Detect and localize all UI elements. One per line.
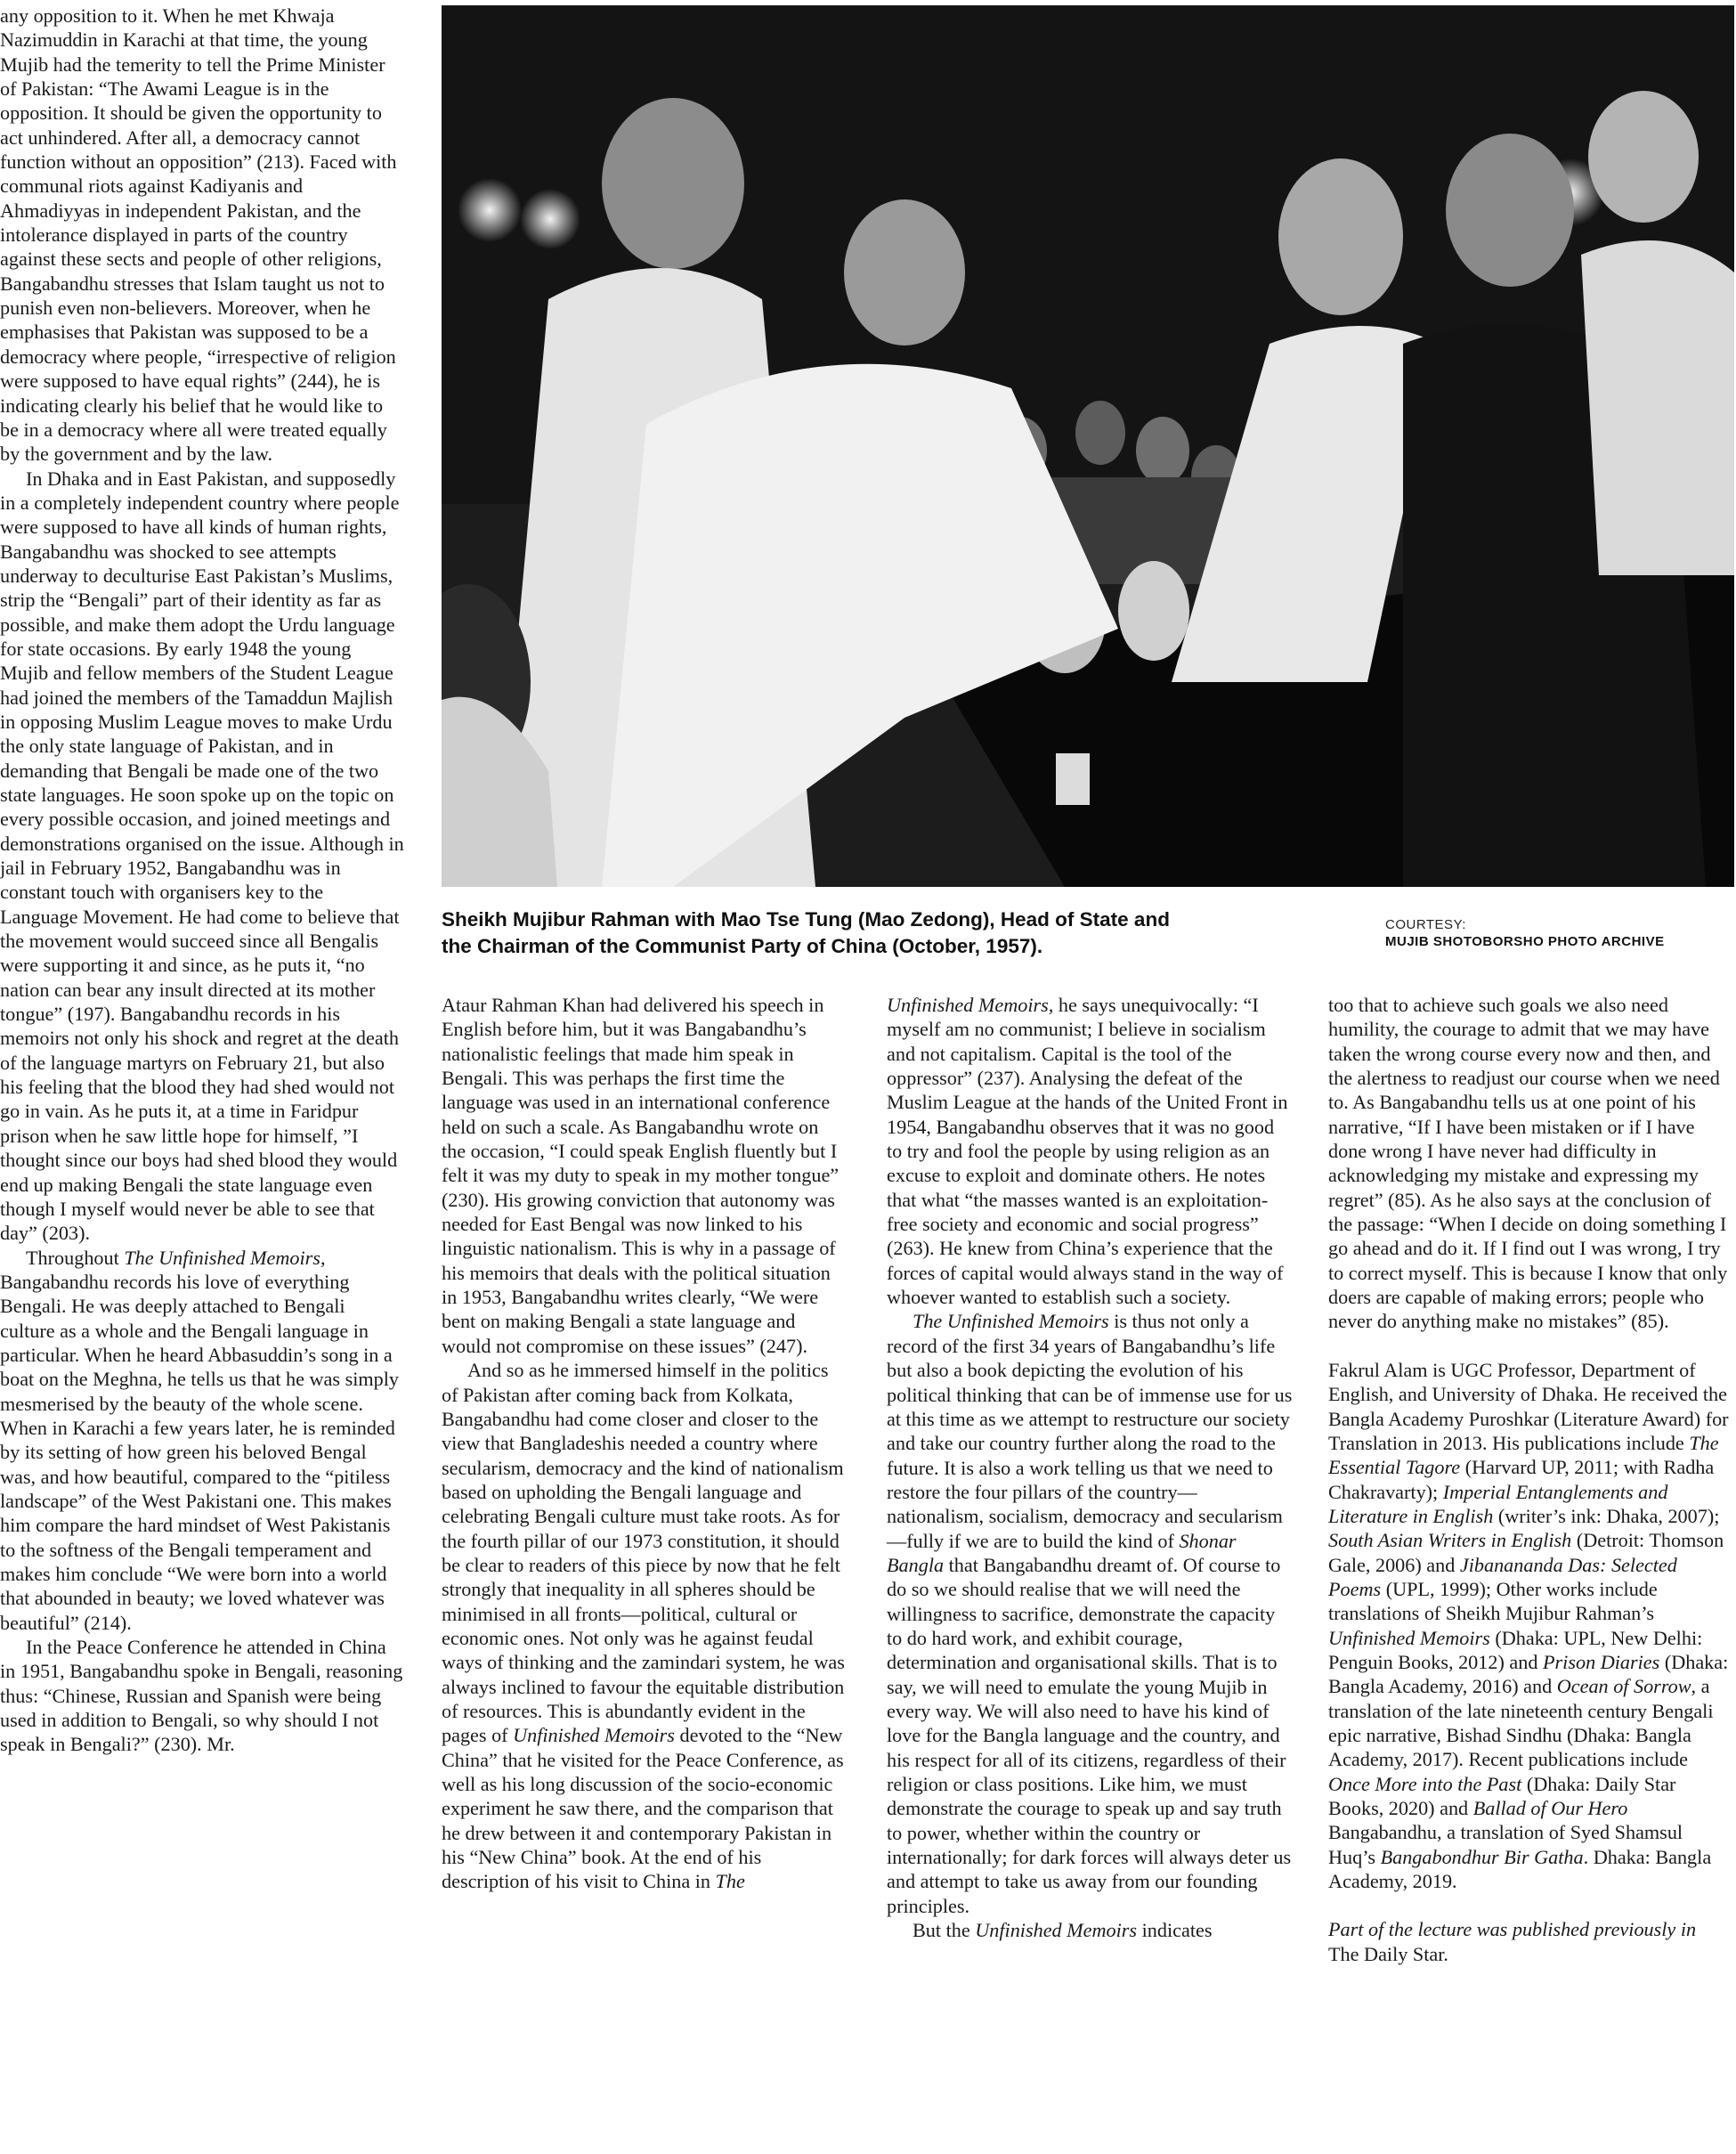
photo-illustration: [442, 5, 1734, 887]
col1-paragraph-1: any opposition to it. When he met Khwaja Nazimuddin in Karachi at that time, the young Mujib had the temerity to tell the Prime Minister of Pakistan: “The Awami League is in the opposition. It should be given the opportunity to act unhindered. After all, a democracy cannot function without an opposition” (213). Faced with communal riots against Kadiyanis and Ahmadiyyas in independent Pakistan, and the intolerance displayed in parts of the country against these sects and people of other religions, Bangabandhu stresses that Islam taught us not to punish even non-believers. Moreover, when he emphasises that Pakistan was supposed to be a democracy where people, “irrespective of religion were supposed to have equal rights” (244), he is indicating clearly his belief that he would like to be in a democracy where all were treated equally by the government and by the law.: [0, 4, 397, 466]
photo-credit: MUJIB SHOTOBORSHO PHOTO ARCHIVE: [1385, 934, 1665, 949]
book-title: The Unfinished Memoirs: [913, 1310, 1109, 1333]
article-column-3: [887, 993, 1293, 1942]
col4-paragraph-1: too that to achieve such goals we also need humility, the courage to admit that we may have taken the wrong course every now and then, and the alertness to readjust our course when we need to. As Bangabandhu tells us at one point of his narrative, “If I have been mistaken or if I have done wrong I have never had difficulty in acknowledging my mistake and expressing my regret” (85). As he also says at the conclusion of the passage: “When I decide on doing something I go ahead and do it. If I find out I was wrong, I try to correct myself. This is because I know that only doers are capable of making errors; people who never do anything make no mistakes” (85).: [1328, 994, 1728, 1333]
courtesy-label: COURTESY:: [1385, 917, 1466, 932]
book-title: The Unfinished Memoirs: [124, 1246, 320, 1269]
col1-paragraph-4: In the Peace Conference he attended in China in 1951, Bangabandhu spoke in Bengali, reasoning thus: “Chinese, Russian and Spanish were being used in addition to Bengali, so why should I not speak in Bengali?” (230). Mr.: [0, 1636, 403, 1756]
col2-paragraph-2: And so as he immersed himself in the politics of Pakistan after coming back from Kolkata, Bangabandhu had come closer and closer to the view that Bangladeshis needed a country where secularism, democracy and the kind of nationalism based on upholding the Bengali language and celebrating Bengali culture must take roots. As for the fourth pillar of our 1973 constitution, it should be clear to readers of this piece by now that he felt strongly that inequality in all spheres should be minimised in all fronts—political, cultural or economic ones. Not only was he against feudal ways of thinking and the zamindari system, he was always inclined to favour the equitable distribution of resources. This is abundantly evident in the pages of Unfinished Memoirs devoted to the “New China” that he visited for the Peace Conference, as well as his long discussion of the socio-economic experiment he saw there, and the comparison that he drew between it and contemporary Pakistan in his “New China” book. At the end of his description of his visit to China in The: [442, 1359, 845, 1893]
author-bio: Fakrul Alam is UGC Professor, Department of English, and University of Dhaka. He received the Bangla Academy Puroshkar (Literature Award) for Translation in 2013. His publications include The Essential Tagore (Harvard UP, 2011; with Radha Chakravarty); Imperial Entanglements and Literature in English (writer’s ink: Dhaka, 2007); South Asian Writers in English (Detroit: Thomson Gale, 2006) and Jibanananda Das: Selected Poems (UPL, 1999); Other works include translations of Sheikh Mujibur Rahman’s Unfinished Memoirs (Dhaka: UPL, New Delhi: Penguin Books, 2012) and Prison Diaries (Dhaka: Bangla Academy, 2016) and Ocean of Sorrow, a translation of the late nineteenth century Bengali epic narrative, Bishad Sindhu (Dhaka: Bangla Academy, 2017). Recent publications include Once More into the Past (Dhaka: Daily Star Books, 2020) and Ballad of Our Hero Bangabandhu, a translation of Syed Shamsul Huq’s Bangabondhur Bir Gatha. Dhaka: Bangla Academy, 2019.: [1328, 1358, 1729, 1893]
col3-paragraph-1: Unfinished Memoirs, he says unequivocally: “I myself am no communist; I believe in socialism and not capitalism. Capital is the tool of the oppressor” (237). Analysing the defeat of the Muslim League at the hands of the United Front in 1954, Bangabandhu observes that it was no good to try and fool the people by using religion as an excuse to exploit and dominate others. He notes that what “the masses wanted is an exploitation-free society and economic and social progress” (263). He knew from China’s experience that the forces of capital would always stand in the way of whoever wanted to establish such a society.: [887, 994, 1288, 1309]
photo-caption: Sheikh Mujibur Rahman with Mao Tse Tung (Mao Zedong), Head of State and the Chairman of the Communist Party of China (October, 1957).: [442, 908, 1170, 957]
col3-paragraph-3: But the Unfinished Memoirs indicates: [913, 1919, 1213, 1942]
article-column-2: [442, 993, 846, 1894]
book-title: Unfinished Memoirs: [975, 1919, 1138, 1942]
col3-paragraph-2: The Unfinished Memoirs is thus not only a record of the first 34 years of Bangabandhu’s life but also a book depicting the evolution of his political thinking that can be of immense use for us at this time as we attempt to restructure our society and take our country further along the road to the future. It is also a work telling us that we need to restore the four pillars of the country—nationalism, socialism, democracy and secularism—fully if we are to build the kind of Shonar Bangla that Bangabandhu dreamt of. Of course to do so we should realise that we will need the willingness to sacrifice, demonstrate the capacity to do hard work, and exhibit courage, determination and organisational skills. That is to say, we will need to emulate the young Mujib in every way. We will also need to have his kind of love for the Bangla language and the country, and his respect for all of its citizens, regardless of their religion or class positions. Like him, we must demonstrate the courage to speak up and say truth to power, whether within the country or internationally; for dark forces will always deter us and attempt to take us away from our founding principles.: [887, 1310, 1293, 1917]
historical-photo: [442, 5, 1734, 887]
col1-paragraph-3: Throughout The Unfinished Memoirs, Bangabandhu records his love of everything Bengali. He was deeply attached to Bengali culture as a whole and the Bengali language in particular. When he heard Abbasuddin’s song in a boat on the Meghna, he tells us that he was simply mesmerised by the beauty of the whole scene. When in Karachi a few years later, he is reminded by its setting of how green his beloved Bengal was, and how beautiful, compared to the “pitiless landscape” of the West Pakistani one. This makes him compare the hard mindset of West Pakistanis to the softness of the Bengali temperament and makes him conclude “We were born into a world that abounded in beauty; we loved whatever was beautiful” (214).: [0, 1246, 399, 1634]
book-title: Unfinished Memoirs: [513, 1724, 675, 1747]
article-column-4: [1328, 993, 1729, 1966]
publication-note: Part of the lecture was published previously in The Daily Star.: [1328, 1918, 1697, 1965]
book-title: Unfinished Memoirs,: [887, 994, 1054, 1016]
emphasis: Shonar Bangla: [887, 1529, 1237, 1576]
col2-paragraph-1: Ataur Rahman Khan had delivered his speech in English before him, but it was Bangabandhu’s nationalistic feelings that made him speak in Bengali. This was perhaps the first time the language was used in an international conference held on such a scale. As Bangabandhu wrote on the occasion, “I could speak English fluently but I felt it was my duty to speak in my mother tongue” (230). His growing conviction that autonomy was needed for East Bengal was now linked to his linguistic nationalism. This is why in a passage of his memoirs that deals with the political situation in 1953, Bangabandhu writes clearly, “We were bent on making Bengali a state language and would not compromise on these issues” (247).: [442, 994, 840, 1357]
col1-paragraph-2: In Dhaka and in East Pakistan, and supposedly in a completely independent country where people were supposed to have all kinds of human rights, Bangabandhu was shocked to see attempts underway to deculturise East Pakistan’s Muslims, strip the “Bengali” part of their identity as far as possible, and make them adopt the Urdu language for state occasions. By early 1948 the young Mujib and fellow members of the Student League had joined the members of the Tamaddun Majlish in opposing Muslim League moves to make Urdu the only state language of Pakistan, and in demanding that Bengali be made one of the two state languages. He soon spoke up on the topic on every possible occasion, and joined meetings and demonstrations organised on the issue. Although in jail in February 1952, Bangabandhu was in constant touch with organisers key to the Language Movement. He had come to believe that the movement would succeed since all Bengalis were supporting it and since, as he puts it, “no nation can bear any insult directed at its mother tongue” (197). Bangabandhu records in his memoirs not only his shock and regret at the death of the language martyrs on February 21, but also his feeling that the blood they had shed would not go in vain. As he puts it, at a time in Faridpur prison when he saw little hope for himself, ”I thought since our boys had shed blood they would end up making Bengali the state language even though I myself would never be able to see that day” (203).: [0, 467, 404, 1245]
article-column-1: [0, 4, 404, 1757]
book-title: The: [715, 1870, 745, 1893]
